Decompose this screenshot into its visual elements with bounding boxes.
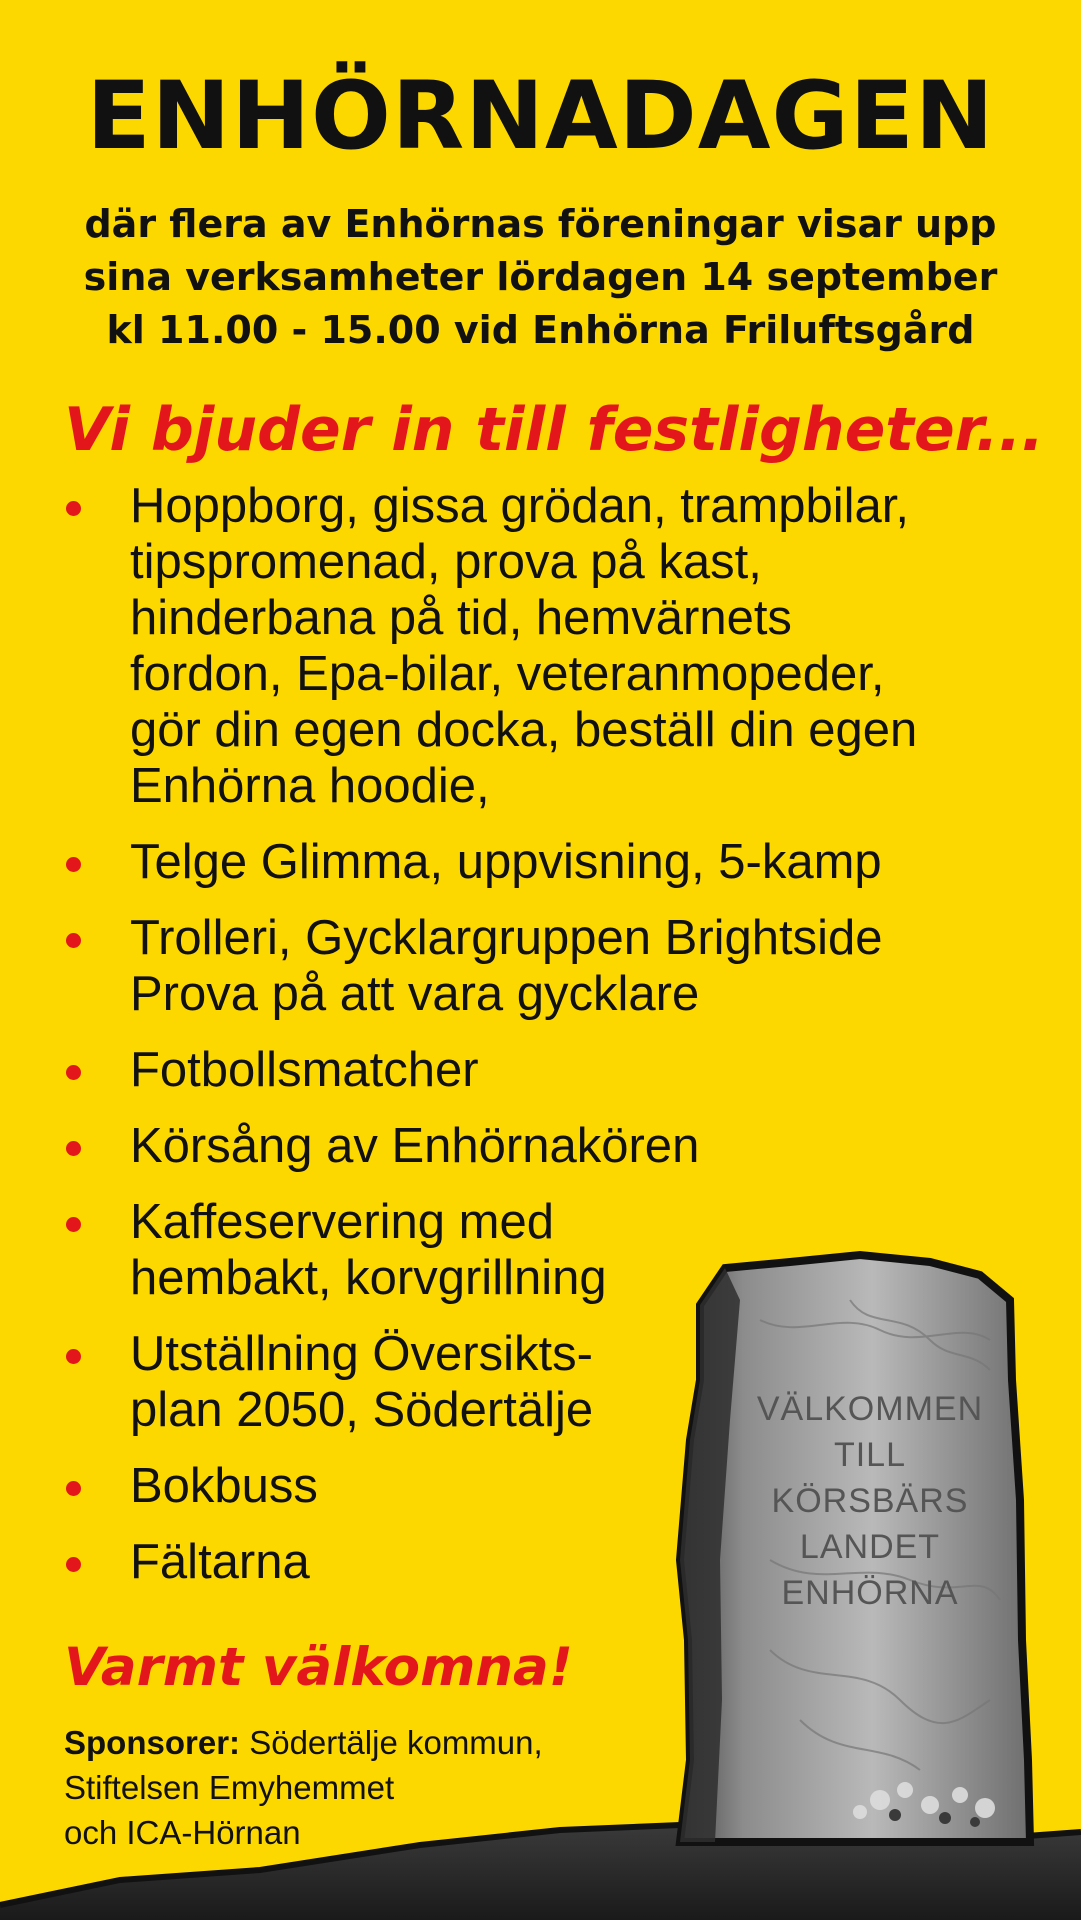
list-item: [62, 834, 1022, 890]
list-item: [62, 1118, 1022, 1174]
bullet-icon: [66, 1065, 81, 1080]
bullet-icon: [66, 857, 81, 872]
list-item-line: hembakt, korvgrillning: [130, 1251, 607, 1305]
sponsors-line-3: och ICA-Hörnan: [64, 1814, 301, 1851]
list-item-line: gör din egen docka, beställ din egen: [130, 703, 918, 757]
list-item-line: Prova på att vara gycklare: [130, 967, 700, 1021]
list-item-line: hinderbana på tid, hemvärnets: [130, 591, 792, 645]
list-item-line: Körsång av Enhörnakören: [130, 1119, 700, 1173]
list-item-line: fordon, Epa-bilar, veteranmopeder,: [130, 647, 885, 701]
activity-list: [62, 478, 1022, 1610]
list-item: [62, 1458, 750, 1514]
list-item: [62, 1194, 750, 1306]
list-item: [62, 1326, 750, 1438]
event-subtitle: [40, 198, 1041, 357]
bullet-icon: [66, 1557, 81, 1572]
welcome-heading: Varmt välkomna!: [64, 1637, 573, 1698]
sponsors-line-2: Stiftelsen Emyhemmet: [64, 1769, 395, 1806]
list-item-line: Enhörna hoodie,: [130, 759, 490, 813]
list-item-line: Fotbollsmatcher: [130, 1043, 479, 1097]
stone-inscription-4: LANDET: [799, 1528, 941, 1566]
stone-inscription-1: VÄLKOMMEN: [756, 1390, 984, 1428]
list-item-line: Trolleri, Gycklargruppen Brightside: [130, 911, 883, 965]
bullet-icon: [66, 933, 81, 948]
stone-inscription-3: KÖRSBÄRS: [771, 1482, 969, 1520]
stone-inscription-5: ENHÖRNA: [781, 1574, 959, 1612]
list-item: [62, 910, 1022, 1022]
bullet-icon: [66, 1349, 81, 1364]
list-item: [62, 1534, 750, 1590]
sponsors-line-1: Södertälje kommun,: [240, 1724, 543, 1761]
list-item-line: plan 2050, Södertälje: [130, 1383, 594, 1437]
list-item-line: Telge Glimma, uppvisning, 5-kamp: [130, 835, 882, 889]
list-item-line: Bokbuss: [130, 1459, 318, 1513]
subtitle-line-3: kl 11.00 - 15.00 vid Enhörna Friluftsgård: [106, 308, 975, 352]
stone-inscription-2: TILL: [833, 1436, 907, 1474]
bullet-icon: [66, 501, 81, 516]
bullet-icon: [66, 1141, 81, 1156]
invite-heading: Vi bjuder in till festligheter...: [64, 395, 1045, 465]
page-title: ENHÖRNADAGEN: [86, 62, 995, 171]
bullet-icon: [66, 1481, 81, 1496]
subtitle-line-2: sina verksamheter lördagen 14 september: [83, 255, 998, 299]
list-item: [62, 1042, 1022, 1098]
list-item: [62, 478, 1022, 814]
list-item-line: Hoppborg, gissa grödan, trampbilar,: [130, 479, 909, 533]
list-item-line: tipspromenad, prova på kast,: [130, 535, 762, 589]
list-item-line: Kaffeservering med: [130, 1195, 554, 1249]
list-item-line: Fältarna: [130, 1535, 310, 1589]
subtitle-line-1: där flera av Enhörnas föreningar visar upp: [84, 202, 997, 246]
sponsors-label: Sponsorer:: [64, 1724, 241, 1761]
sponsors-block: [64, 1720, 664, 1855]
list-item-line: Utställning Översikts-: [130, 1327, 593, 1381]
bullet-icon: [66, 1217, 81, 1232]
